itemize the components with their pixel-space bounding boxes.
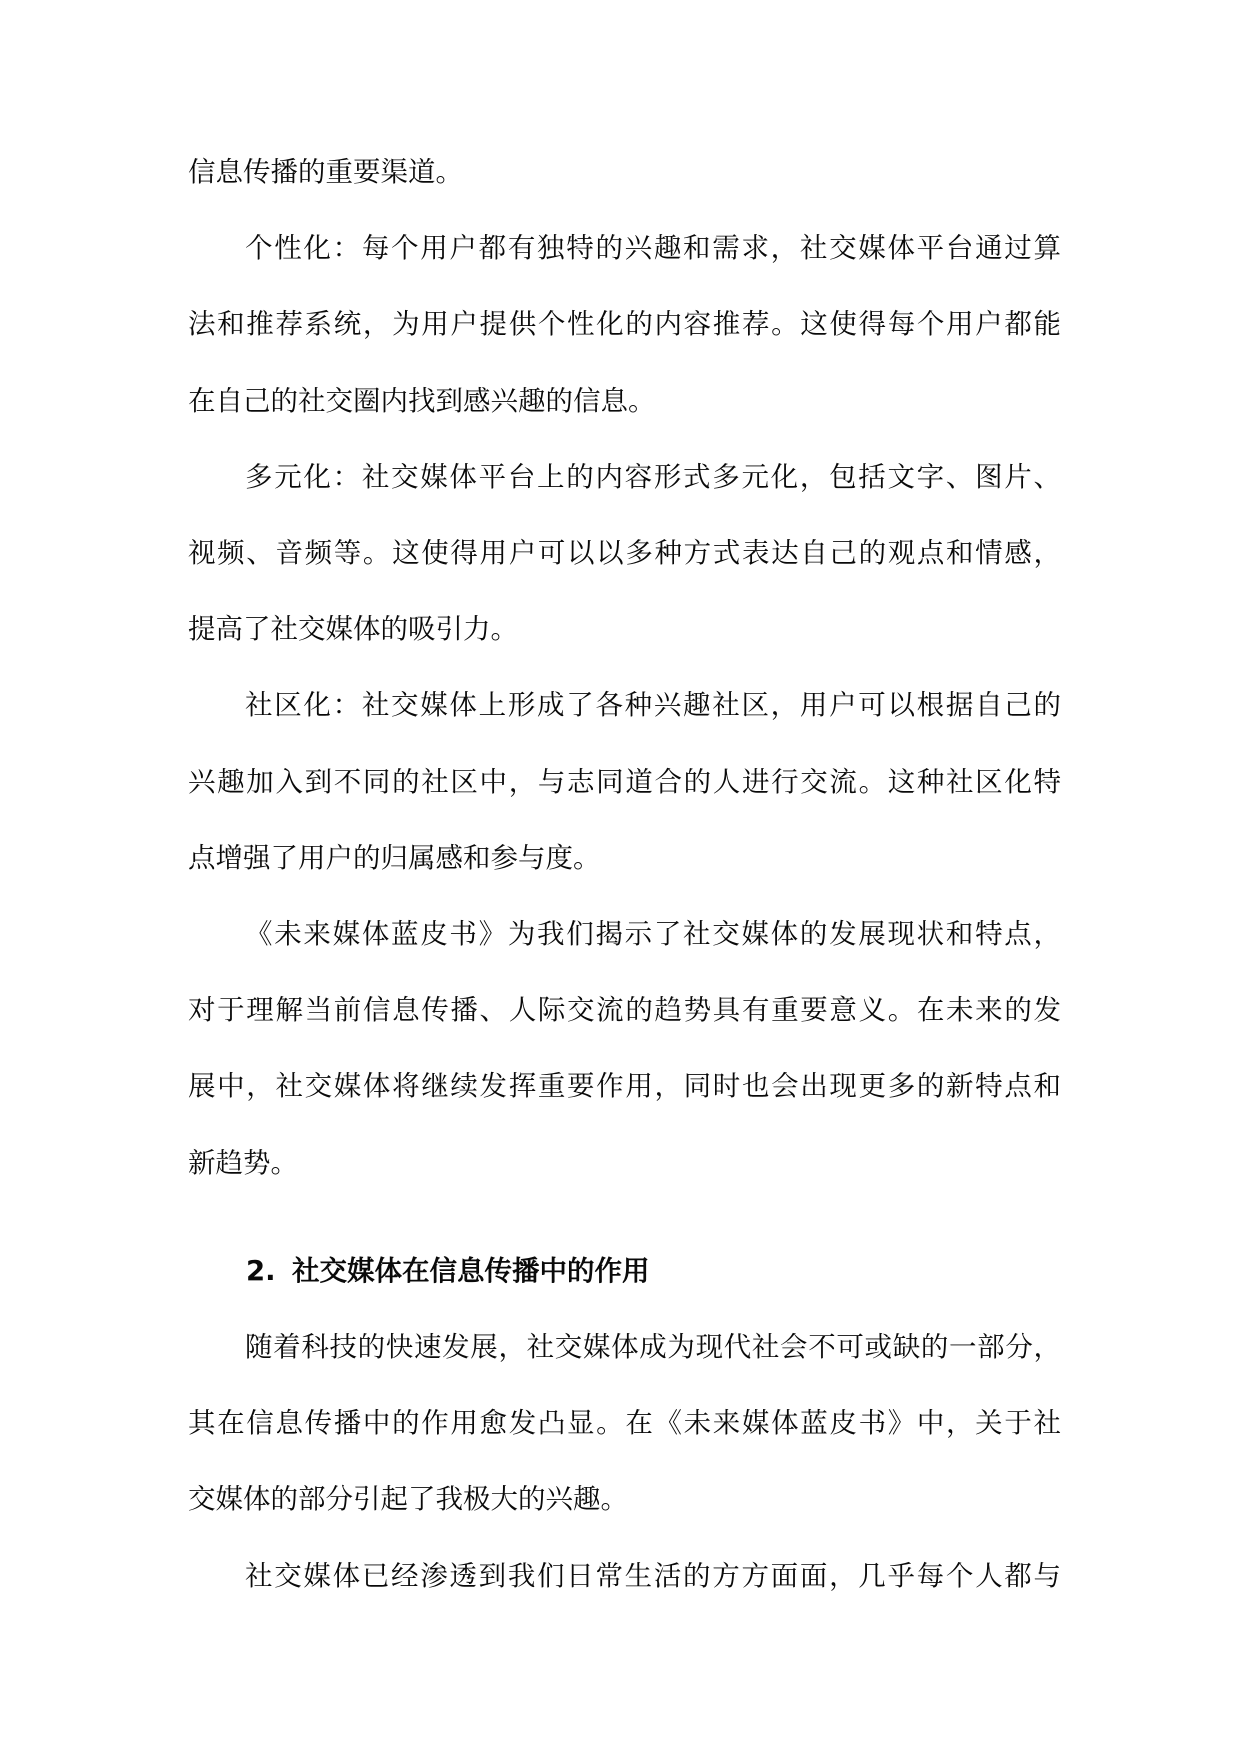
paragraph-line: 其在信息传播中的作用愈发凸显。在《未来媒体蓝皮书》中，关于社 [188, 1407, 1061, 1439]
section-title: 社交媒体在信息传播中的作用 [292, 1255, 650, 1287]
paragraph-line: 点增强了用户的归属感和参与度。 [188, 842, 601, 874]
paragraph-line: 对于理解当前信息传播、人际交流的趋势具有重要意义。在未来的发 [188, 994, 1061, 1026]
section-number: 2. [246, 1255, 276, 1287]
paragraph-line: 兴趣加入到不同的社区中，与志同道合的人进行交流。这种社区化特 [188, 766, 1061, 798]
paragraph-line: 提高了社交媒体的吸引力。 [188, 613, 518, 645]
paragraph-line: 视频、音频等。这使得用户可以以多种方式表达自己的观点和情感， [188, 537, 1061, 569]
paragraph-line: 社区化：社交媒体上形成了各种兴趣社区，用户可以根据自己的 [245, 689, 1061, 721]
paragraph-line: 法和推荐系统，为用户提供个性化的内容推荐。这使得每个用户都能 [188, 308, 1061, 340]
paragraph-line: 展中，社交媒体将继续发挥重要作用，同时也会出现更多的新特点和 [188, 1070, 1061, 1102]
section-heading [246, 1251, 650, 1291]
paragraph-line: 《未来媒体蓝皮书》为我们揭示了社交媒体的发展现状和特点， [245, 918, 1061, 950]
paragraph-line: 随着科技的快速发展，社交媒体成为现代社会不可或缺的一部分， [245, 1331, 1061, 1363]
paragraph-line: 信息传播的重要渠道。 [188, 156, 463, 188]
paragraph-line: 多元化：社交媒体平台上的内容形式多元化，包括文字、图片、 [245, 461, 1061, 493]
paragraph-line: 社交媒体已经渗透到我们日常生活的方方面面，几乎每个人都与 [245, 1560, 1061, 1592]
paragraph-line: 个性化：每个用户都有独特的兴趣和需求，社交媒体平台通过算 [245, 232, 1061, 264]
paragraph-line: 交媒体的部分引起了我极大的兴趣。 [188, 1483, 628, 1515]
paragraph-line: 新趋势。 [188, 1147, 298, 1179]
paragraph-line: 在自己的社交圈内找到感兴趣的信息。 [188, 385, 656, 417]
